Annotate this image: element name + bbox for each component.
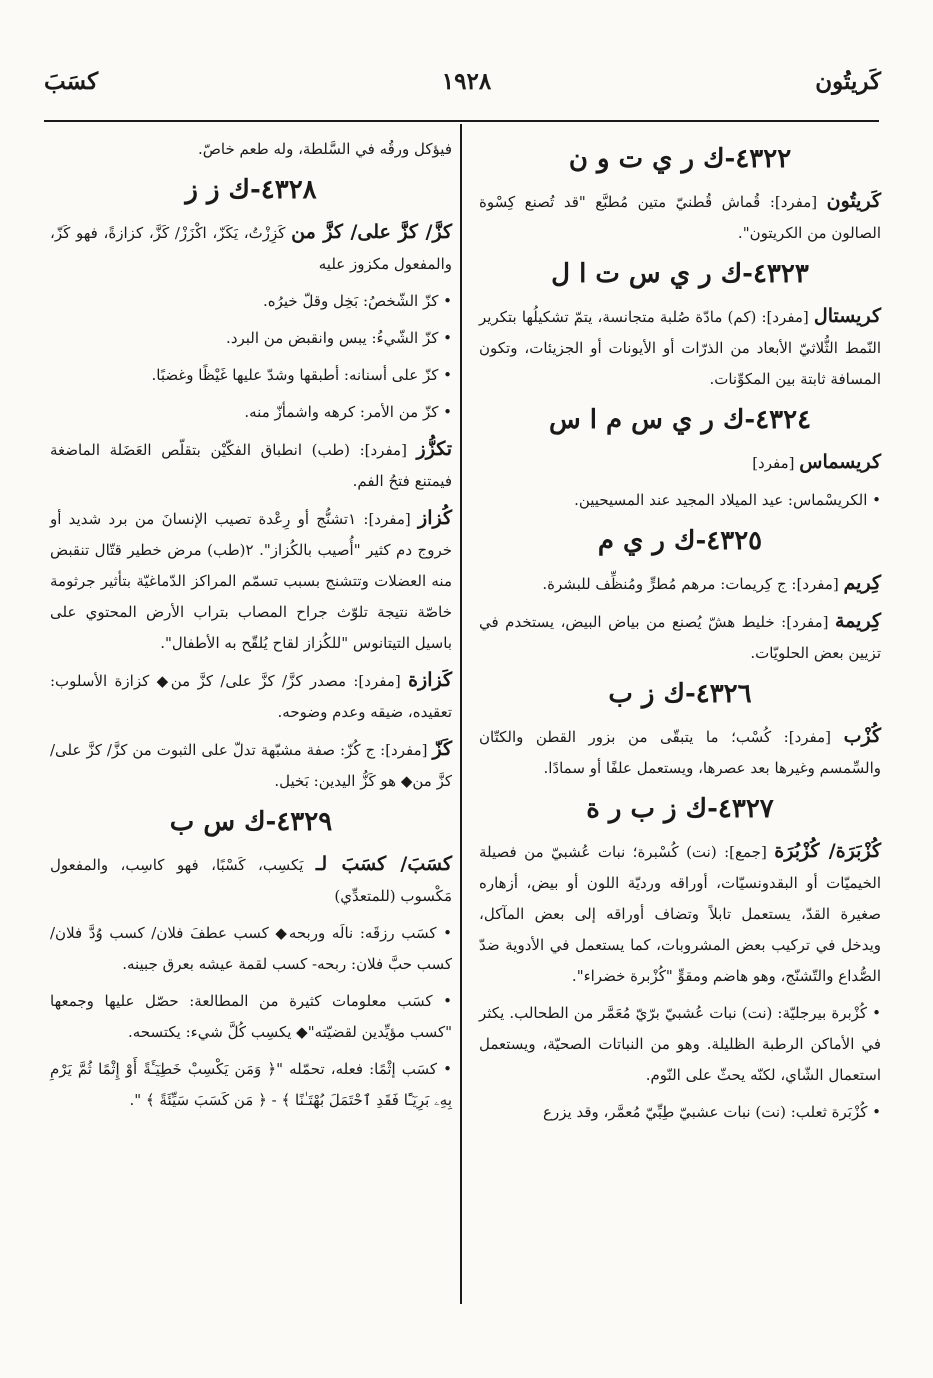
sense: • كُزْبَرة ثعلب: (نت) نبات عشبيّ طِبِّيّ مُعمَّر، وقد يزرع [543,1103,881,1121]
headword: تكزُّز [416,438,452,460]
definition [50,849,452,912]
definition [50,665,452,728]
entry-heading: ٤٣٢٦-ك ز ب [608,679,752,709]
headword: كريستال [813,305,881,327]
definition [50,734,452,797]
headword: كَزّ [432,738,452,760]
definition-text: كَزِزْتُ، يَكَزّ، اكْزَزْ/ كَزَّ، كزازةً، فهو كَزّ، والمفعول مكزوز عليه [50,224,452,273]
headword: كُزاز [418,507,452,529]
right-column [479,134,881,1134]
sense: • كُزْبرة بيرجليّة: (نت) نبات عُشبيّ برّيّ مُعَمَّر من الطحالب. يكثر في الأماكن الرطبة الظليلة. وهو من النباتات الصحيّة، ويستعمل استعمال الشّاي، لكنّه يحثّ على النّوم. [479,1004,881,1084]
definition-text: [مفرد] [752,454,800,472]
definition-text: [مفرد]: ج كِريمات: مرهم مُطرٍّ ومُنظِّف للبشرة. [542,575,844,593]
entry-heading: ٤٣٢٢-ك ر ي ت و ن [568,144,792,174]
definition-text: [مفرد]: (كم) مادّة صُلبة متجانسة، يتمّ تشكيلُها بتكرير النّمط الثُّلاثيّ الأبعاد من الذرّات أو الأيونات أو الجزيئات، وتكون المسافة ثابتة بين المكوِّنات. [479,308,881,388]
headword: كَزازة [408,669,452,691]
headword: كزَّ/ كزَّ على/ كزَّ من [291,221,453,243]
sense: • كزّ الشّخصُ: بَخِل وقلّ خيرُه. [262,292,452,310]
definition-text: [مفرد]: (طب) انطباق الفكّيْن بتقلّص العَضَلة الماضغة فيمتنع فتحُ الفم. [50,441,452,490]
definition [50,503,452,659]
definition [479,186,881,249]
headword: كِريمة [835,610,881,632]
definition-text: [جمع]: (نت) كُسْبرة؛ نبات عُشبيّ من فصيلة الخيميّات أو البقدونسيّات، أوراقه ورديّة اللون أو بيض، أزهاره صغيرة القدّ، يستعمل تابلاً وتضاف أوراقه إلى بعض المآكل، ويدخل في تركيب بعض المشروبات، كما يستعمل في الأدوية ضدّ الصُّداع والتّشنّج، وهو هاضم ومقوٍّ "كُزْبرة خضراء". [479,843,881,985]
definition-text: [مفرد]: كُسْب؛ ما يتبقّى من بزور القطن والكتّان والسِّمسم وغيرها بعد عصرها، ويستعمل علفًا أو سمادًا. [479,728,881,777]
sense: • كسَب معلومات كثيرة من المطالعة: حصّل عليها وجمعها "كسب مؤيِّدين لقضيّته"◆ يكسِب كُلَّ شيء: يكتسحه. [50,992,452,1041]
sense: • كزّ على أسنانه: أطبقها وشدّ عليها غَيْظًا وغضبًا. [151,366,452,384]
header-guide-word-left: كسَبَ [44,68,99,95]
header-rule [44,120,879,122]
headword: كَريتُون [826,190,881,212]
definition [479,606,881,669]
definition-text: [مفرد]: قُماش قُطنيّ متين مُطبَّع "قد تُصنع كِسْوة الصالون من الكريتون". [479,193,881,242]
headword: كسَبَ/ كسَبَ لـ [315,853,452,875]
sense: • كزّ الشّيءُ: يبس وانقبض من البرد. [226,329,452,347]
definition-text: [مفرد]: ١تشنُّج أو رِعْدة تصيب الإنسانَ من برد شديد أو خروج دم كثير "أُصيب بالكُزاز". ٢(طب) مرض خطير قتّال تنقبض منه العضلات وتتشنج بسبب تسمّم المراكز الدّماغيّة بتأثير جرثومة خاصّة نتيجة تلوّث جراح المصاب بتراب الأرض المحتوي على باسيل التيتانوس "للكُزاز لقاح يُلقّح به الأطفال". [50,510,452,652]
headword: كِريم [843,572,881,594]
entry-heading: ٤٣٢٣-ك ر ي س ت ا ل [551,259,809,289]
definition [50,217,452,280]
continued-text: فيؤكل ورقُه في السَّلطة، وله طعم خاصّ. [198,140,452,158]
entry-heading: ٤٣٢٩-ك س ب [169,807,333,837]
definition-text: [مفرد]: مصدر كزَّ/ كزَّ على/ كزَّ من◆ كزازة الأسلوب: تعقيده، ضيقه وعدم وضوحه. [50,672,452,721]
sense: • كسَب رزقَه: نالَه وربحه◆ كسب عطفَ فلان/ كسب وُدَّ فلان/ كسب حبَّ فلان: ربحه- كسب لقمة عيشه بعرق جبينه. [50,924,452,973]
definition [479,836,881,992]
headword: كُزْب [843,725,881,747]
definition [479,568,881,600]
definition-text: [مفرد]: ج كُزّ: صفة مشبّهة تدلّ على الثبوت من كزَّ/ كزَّ على/ كزَّ من◆ هو كَزُّ اليدين: بَخيل. [50,741,452,790]
headword: كُزْبَرَة/ كُزْبُرَة [774,840,881,862]
left-column [50,134,452,1122]
sense: • كسَب إثْمًا: فعله، تحمّله "﴿ وَمَن يَكْسِبْ خَطِيٓـَٔةً أَوْ إِثْمًا ثُمَّ يَرْمِ بِهِۦ بَرِيٓـًٔا فَقَدِ ٱحْتَمَلَ بُهْتَـٰنًا ﴾ - ﴿ مَن كَسَبَ سَيِّئَةً ﴾ ". [50,1060,452,1109]
definition-text: [مفرد]: خليط هشّ يُصنع من بياض البيض، يستخدم في تزيين بعض الحلويّات. [479,613,881,662]
column-divider [460,124,462,1304]
entry-heading: ٤٣٢٥-ك ر ي م [597,526,763,556]
definition [479,721,881,784]
definition-text: يَكسِب، كَسْبًا، فهو كاسِب، والمفعول مَكْسوب (للمتعدِّي) [50,856,452,905]
definition [479,301,881,395]
definition [479,447,881,479]
entry-heading: ٤٣٢٧-ك ز ب ر ة [586,794,774,824]
sense: • كزّ من الأمر: كرهه واشمأزّ منه. [244,403,452,421]
headword: كريسماس [799,451,881,473]
header-guide-word-right: كَريتُون [815,68,881,95]
entry-heading: ٤٣٢٤-ك ر ي س م ا س [548,405,812,435]
page-number: ١٩٢٨ [441,68,492,95]
definition [50,434,452,497]
entry-heading: ٤٣٢٨-ك ز ز [185,175,317,205]
sense: • الكريسْماس: عيد الميلاد المجيد عند المسيحيين. [574,491,881,509]
